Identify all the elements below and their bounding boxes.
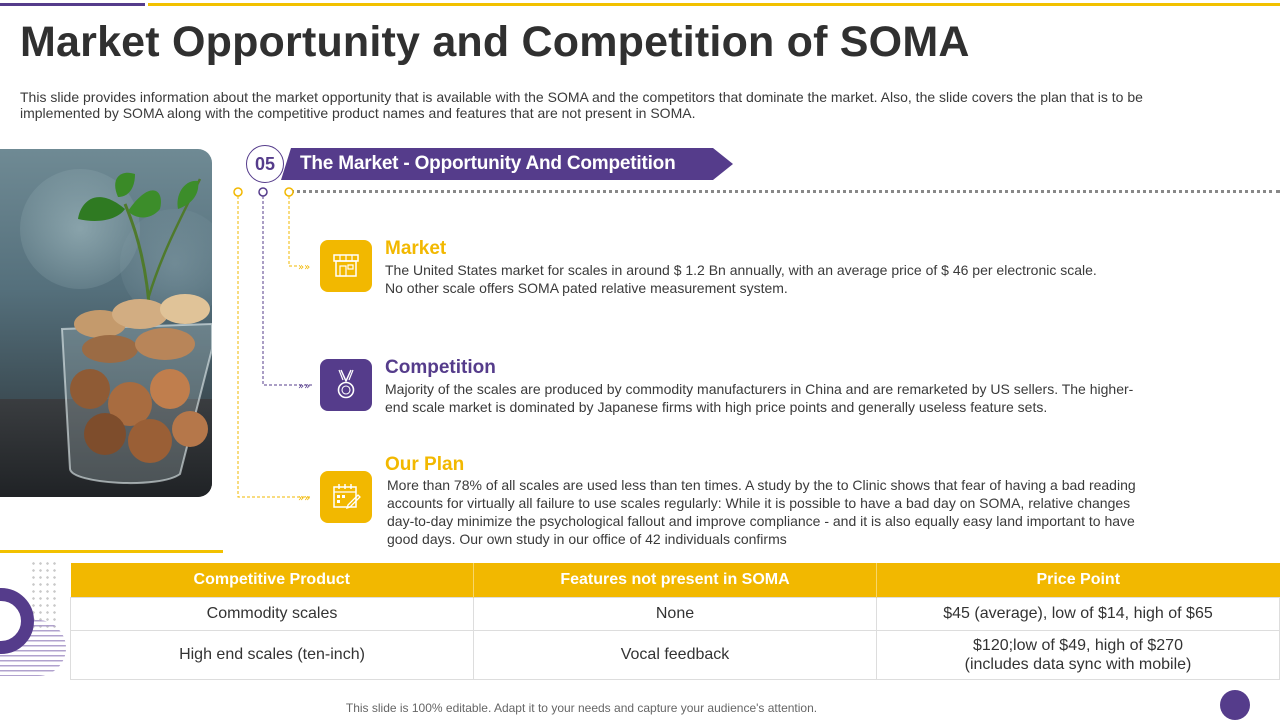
decorative-purple-dot — [1220, 690, 1250, 720]
table-cell: Vocal feedback — [474, 630, 877, 679]
slide-subtitle: This slide provides information about the market opportunity that is available with the SOMA and the competitors that dominate the market. Also, the slide covers the plan that is to be implemented by SOMA along with the competitive product names and features that are not present in SOMA. — [20, 89, 1143, 121]
competition-icon-box — [320, 359, 372, 411]
market-body: The United States market for scales in around $ 1.2 Bn annually, with an average price of $ 46 per electronic scale. No other scale offers SOMA pated relative measurement system. — [385, 262, 1097, 296]
table-cell: High end scales (ten-inch) — [71, 630, 474, 679]
svg-text:»»: »» — [298, 493, 311, 504]
table-cell: None — [474, 597, 877, 630]
svg-text:»»: »» — [298, 381, 311, 392]
plan-title: Our Plan — [385, 454, 465, 475]
table-header-cell: Features not present in SOMA — [474, 563, 877, 597]
competition-title: Competition — [385, 357, 496, 378]
market-stall-icon — [331, 251, 361, 281]
plant-jar-illustration — [0, 149, 212, 497]
timeline-connectors — [230, 186, 330, 506]
medal-icon — [331, 368, 361, 402]
table-row — [71, 597, 1280, 630]
svg-text:»»: »» — [298, 262, 311, 273]
photo-underline — [0, 550, 223, 553]
table-cell-line: (includes data sync with mobile) — [964, 655, 1192, 673]
market-title: Market — [385, 238, 447, 259]
competition-body: Majority of the scales are produced by commodity manufacturers in China and are remarketed by US sellers. The higher-end scale market is dominated by Japanese firms with high price points and generally useless feature sets. — [385, 381, 1134, 415]
top-accent-line-purple — [0, 3, 145, 6]
table-cell: Commodity scales — [71, 597, 474, 630]
table-header-cell: Competitive Product — [71, 563, 474, 597]
table-cell-line: $120;low of $49, high of $270 — [973, 636, 1183, 654]
market-icon-box — [320, 240, 372, 292]
table-cell: $45 (average), low of $14, high of $65 — [877, 597, 1280, 630]
table-row — [71, 630, 1280, 679]
header-dotted-divider — [290, 190, 1280, 193]
slide-footer-note: This slide is 100% editable. Adapt it to your needs and capture your audience's attention. — [345, 701, 818, 715]
plan-icon-box — [320, 471, 372, 523]
plan-body: More than 78% of all scales are used less than ten times. A study by the to Clinic shows that fear of having a bad reading accounts for virtually all failure to use scales regularly: While it is possible to have a bad day on SOMA, relative changes day-to-day minimize the psychological fallout and improve compliance - and it is also equally easy land important to have good days. Our own study in our office of 42 individuals confirms — [387, 477, 1136, 547]
section-number-badge: 05 — [246, 145, 284, 183]
table-cell — [877, 630, 1280, 679]
top-accent-line-gold — [148, 3, 1280, 6]
table-header-row — [71, 563, 1280, 597]
calendar-plan-icon — [330, 481, 362, 513]
competitor-table — [70, 563, 1280, 680]
slide-title: Market Opportunity and Competition of SOMA — [20, 18, 970, 66]
table-header-cell: Price Point — [877, 563, 1280, 597]
plant-coins-photo — [0, 149, 212, 497]
section-header-label: The Market - Opportunity And Competition — [300, 153, 676, 174]
